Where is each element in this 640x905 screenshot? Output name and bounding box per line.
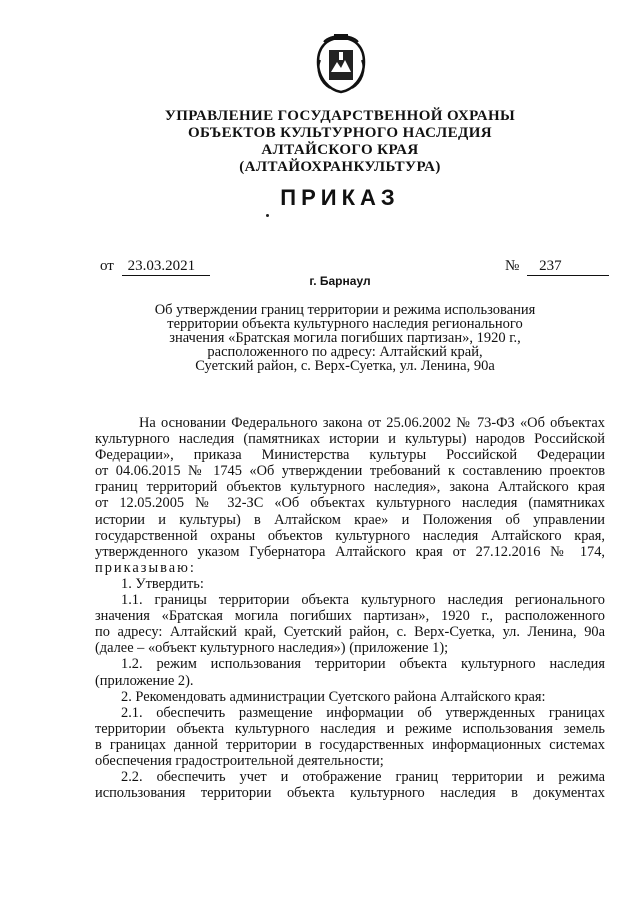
- subject-line: расположенного по адресу: Алтайский край,: [207, 344, 483, 360]
- item-1-2: [95, 656, 605, 688]
- number-value: 237: [527, 258, 609, 276]
- order-body: [95, 415, 605, 801]
- org-line: (АЛТАЙОХРАНКУЛЬТУРА): [239, 159, 441, 175]
- item-2-heading: 2. Рекомендовать администрации Суетского района Алтайского края:: [121, 688, 546, 705]
- body-line: от 04.06.2015 № 1745 «Об утверждении требований к составлению проектов: [95, 463, 605, 480]
- item-1-1: [95, 592, 605, 656]
- item-1: [95, 576, 605, 592]
- body-line: государственной охраны объектов культурного наследия Алтайского края,: [95, 527, 605, 544]
- body-line: территории объекта культурного наследия и режиме использования земель: [95, 720, 605, 737]
- body-line: границ территорий объектов культурного наследия», закона Алтайского края: [95, 479, 605, 496]
- organization-name: [150, 108, 530, 176]
- body-line: 2.1. обеспечить размещение информации об утвержденных границах: [121, 704, 605, 721]
- org-line: АЛТАЙСКОГО КРАЯ: [261, 142, 419, 158]
- body-line: утвержденного указом Губернатора Алтайского края от 27.12.2016 № 174,: [95, 543, 605, 560]
- subject-line: значения «Братская могила погибших партизан», 1920 г.,: [169, 330, 521, 346]
- body-line: истории и культуры) в Алтайском крае» и Положения об управлении: [95, 511, 605, 528]
- item-2-2: [95, 769, 605, 801]
- body-line: 2.2. обеспечить учет и отображение границ территории и режима: [121, 769, 605, 786]
- org-line: ОБЪЕКТОВ КУЛЬТУРНОГО НАСЛЕДИЯ: [187, 125, 493, 141]
- body-line: (приложение 2).: [95, 672, 194, 689]
- body-line: (далее – «объект культурного наследия») (приложение 1);: [95, 640, 449, 657]
- order-subject: [110, 303, 580, 373]
- org-line: УПРАВЛЕНИЕ ГОСУДАРСТВЕННОЙ ОХРАНЫ: [164, 108, 516, 124]
- body-line: обеспечения градостроительной деятельности;: [95, 752, 384, 769]
- item-1-heading: 1. Утвердить:: [121, 575, 204, 592]
- document-type-title: ПРИКАЗ: [280, 185, 400, 210]
- subject-line: территории объекта культурного наследия регионального: [167, 316, 523, 332]
- body-line: в границах данной территории в государственных информационных системах: [95, 736, 605, 753]
- number-prefix: №: [505, 258, 520, 274]
- body-line: культурного наследия (памятниках истории и культуры) народов Российской: [95, 431, 605, 448]
- item-2: [95, 689, 605, 705]
- coat-of-arms-emblem: [312, 32, 370, 96]
- item-2-1: [95, 705, 605, 769]
- subject-line: Об утверждении границ территории и режима использования: [154, 302, 536, 318]
- body-line: Федерации», приказа Министерства культуры Российской Федерации: [95, 447, 605, 464]
- body-line: На основании Федерального закона от 25.06.2002 № 73-ФЗ «Об объектах: [139, 415, 605, 431]
- body-line: 1.2. режим использования территории объекта культурного наследия: [121, 656, 605, 673]
- subject-line: Суетский район, с. Верх-Суетка, ул. Ленина, 90а: [195, 358, 495, 374]
- body-line: использования территории объекта культурного наследия в документах: [95, 785, 605, 802]
- date-prefix: от: [100, 258, 114, 274]
- date-field: [100, 258, 210, 276]
- date-value: 23.03.2021: [122, 258, 210, 276]
- order-word: приказываю:: [95, 559, 196, 576]
- stray-mark: [266, 214, 269, 217]
- body-line: 1.1. границы территории объекта культурного наследия регионального: [121, 592, 605, 609]
- number-field: [505, 258, 609, 276]
- city-label: г. Барнаул: [309, 274, 371, 288]
- body-line: от 12.05.2005 № 32-ЗС «Об объектах культурного наследия (памятниках: [95, 495, 605, 512]
- body-line: значения «Братская могила погибших партизан», 1920 г., расположенного: [95, 608, 605, 625]
- preamble-paragraph: [95, 415, 605, 576]
- body-line: по адресу: Алтайский край, Суетский район, с. Верх-Суетка, ул. Ленина, 90а: [95, 624, 605, 641]
